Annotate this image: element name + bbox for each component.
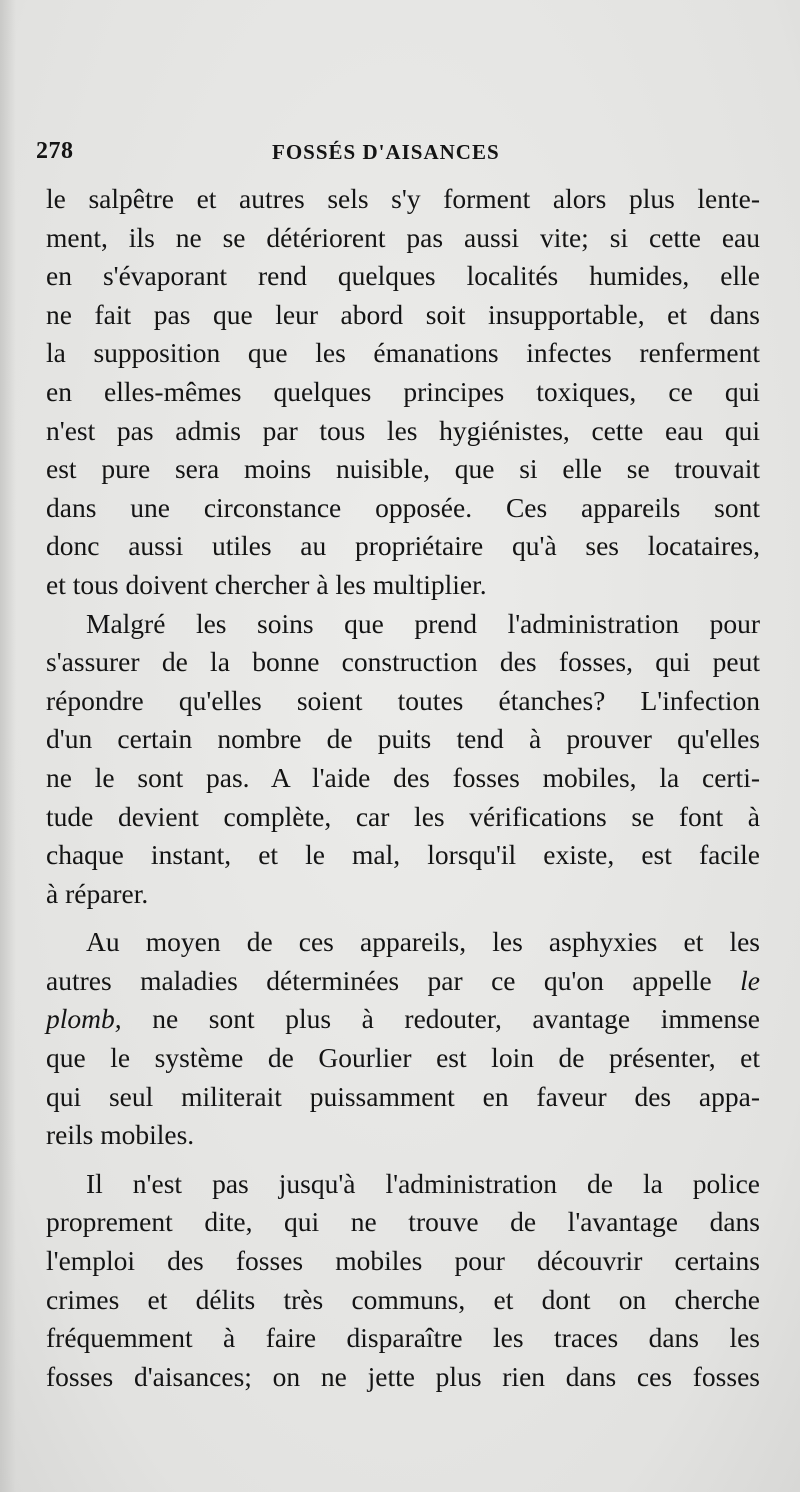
text-line: d'un certain nombre de puits tend à prouver qu'elles [46,723,760,755]
text-line: fosses d'aisances; on ne jette plus rien dans ces fosses [46,1360,760,1392]
text-line: en s'évaporant rend quelques localités humides, elle [46,260,760,292]
paragraph-4 [46,1165,760,1397]
text-span: ne sont plus à redouter, avantage immense [152,1003,760,1035]
text-line: en elles-mêmes quelques principes toxiques, ce qui [46,375,760,407]
text-line: la supposition que les émanations infectes renferment [46,337,760,369]
text-line: Il n'est pas jusqu'à l'administration de la police [86,1167,760,1199]
text-line: fréquemment à faire disparaître les traces dans les [46,1322,760,1354]
text-line: chaque instant, et le mal, lorsqu'il existe, est facile [46,839,760,871]
text-line: crimes et délits très communs, et dont on cherche [46,1283,760,1315]
italic-term: le [740,964,761,996]
text-line: reils mobiles. [46,1119,195,1151]
text-line: est pure sera moins nuisible, que si elle se trouvait [46,453,760,485]
page-edge-shadow [0,0,16,1492]
text-span: autres maladies déterminées par ce qu'on appelle [46,964,712,996]
text-line: s'assurer de la bonne construction des fosses, qui peut [46,646,760,678]
text-line: qui seul militerait puissamment en faveur des appa- [46,1080,760,1112]
running-title: FOSSÉS D'AISANCES [272,140,500,164]
paragraph-2 [46,605,760,914]
text-line: Au moyen de ces appareils, les asphyxies et les [86,926,760,958]
text-line: ne fait pas que leur abord soit insupportable, et dans [46,298,760,330]
running-head [36,138,756,174]
text-line: n'est pas admis par tous les hygiénistes, cette eau qui [46,414,760,446]
text-line: dans une circonstance opposée. Ces appareils sont [46,491,760,523]
text-line [46,962,760,1001]
text-line: à réparer. [46,877,149,909]
text-line: donc aussi utiles au propriétaire qu'à ses locataires, [46,530,760,562]
paragraph-3 [46,923,760,1155]
text-line: le salpêtre et autres sels s'y forment alors plus lente- [46,183,760,214]
text-line [46,1000,760,1039]
text-line: tude devient complète, car les vérifications se font à [46,800,760,832]
page-number: 278 [36,138,74,164]
text-line: l'emploi des fosses mobiles pour découvrir certains [46,1245,760,1277]
body-text [46,180,760,1396]
paragraph-1 [46,180,760,605]
text-line: Malgré les soins que prend l'administration pour [86,607,760,639]
text-line: et tous doivent chercher à les multiplier. [46,568,487,600]
italic-term: plomb, [46,1003,122,1035]
text-line: que le système de Gourlier est loin de présenter, et [46,1042,760,1074]
text-line: proprement dite, qui ne trouve de l'avantage dans [46,1206,760,1238]
text-line: ne le sont pas. A l'aide des fosses mobiles, la certi- [46,761,760,793]
text-line: ment, ils ne se détériorent pas aussi vite; si cette eau [46,221,760,253]
text-line: répondre qu'elles soient toutes étanches? L'infection [46,684,760,716]
